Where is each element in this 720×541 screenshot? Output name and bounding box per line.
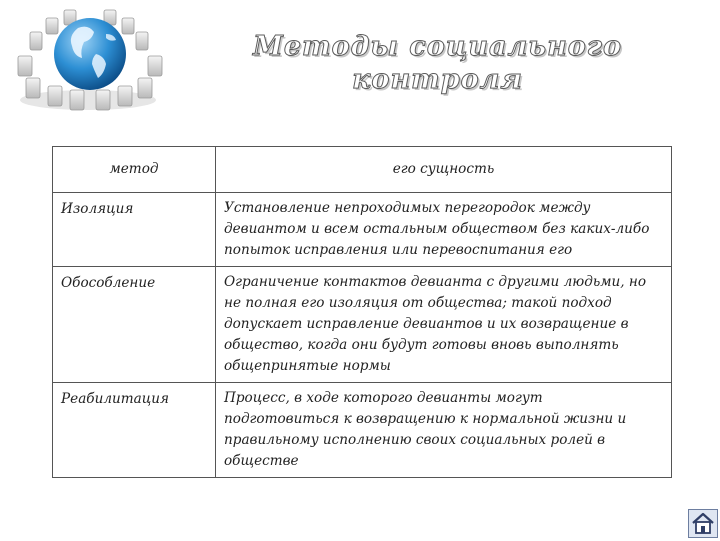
table-row [53, 383, 672, 478]
row-essence [216, 383, 672, 478]
essence-line: Процесс, в ходе которого девианты могут [224, 390, 543, 406]
home-icon [689, 510, 717, 537]
row-method: Реабилитация [53, 383, 216, 478]
essence-line: общество, когда они будут готовы вновь выполнять [224, 337, 619, 353]
row-method: Обособление [53, 267, 216, 383]
slide-title [215, 30, 660, 96]
methods-table [52, 146, 672, 478]
title-line-2: контроля [352, 64, 523, 95]
essence-line: допускает исправление девиантов и их возвращение в [224, 316, 629, 332]
essence-line: Ограничение контактов девианта с другими людьми, но [224, 274, 647, 290]
row-method: Изоляция [53, 193, 216, 267]
essence-line: Установление непроходимых перегородок между [224, 200, 591, 216]
table-row [53, 267, 672, 383]
table-header-row [53, 147, 672, 193]
essence-line: попыток исправления или перевоспитания его [224, 242, 573, 258]
title-line-1: Методы социального [252, 31, 622, 62]
header-method: метод [53, 147, 216, 193]
essence-line: девиантом и всем остальным обществом без каких-либо [224, 221, 650, 237]
home-button[interactable] [688, 509, 718, 538]
table-row [53, 193, 672, 267]
essence-line: обществе [224, 453, 299, 469]
essence-line: подготовиться к возвращению к нормальной жизни и [224, 411, 627, 427]
row-essence [216, 267, 672, 383]
essence-line: общепринятые нормы [224, 358, 391, 374]
essence-line: не полная его изоляция от общества; такой подход [224, 295, 612, 311]
row-essence [216, 193, 672, 267]
header-essence: его сущность [216, 147, 672, 193]
essence-line: правильному исполнению своих социальных ролей в [224, 432, 606, 448]
globe-with-chairs-icon [8, 4, 168, 116]
